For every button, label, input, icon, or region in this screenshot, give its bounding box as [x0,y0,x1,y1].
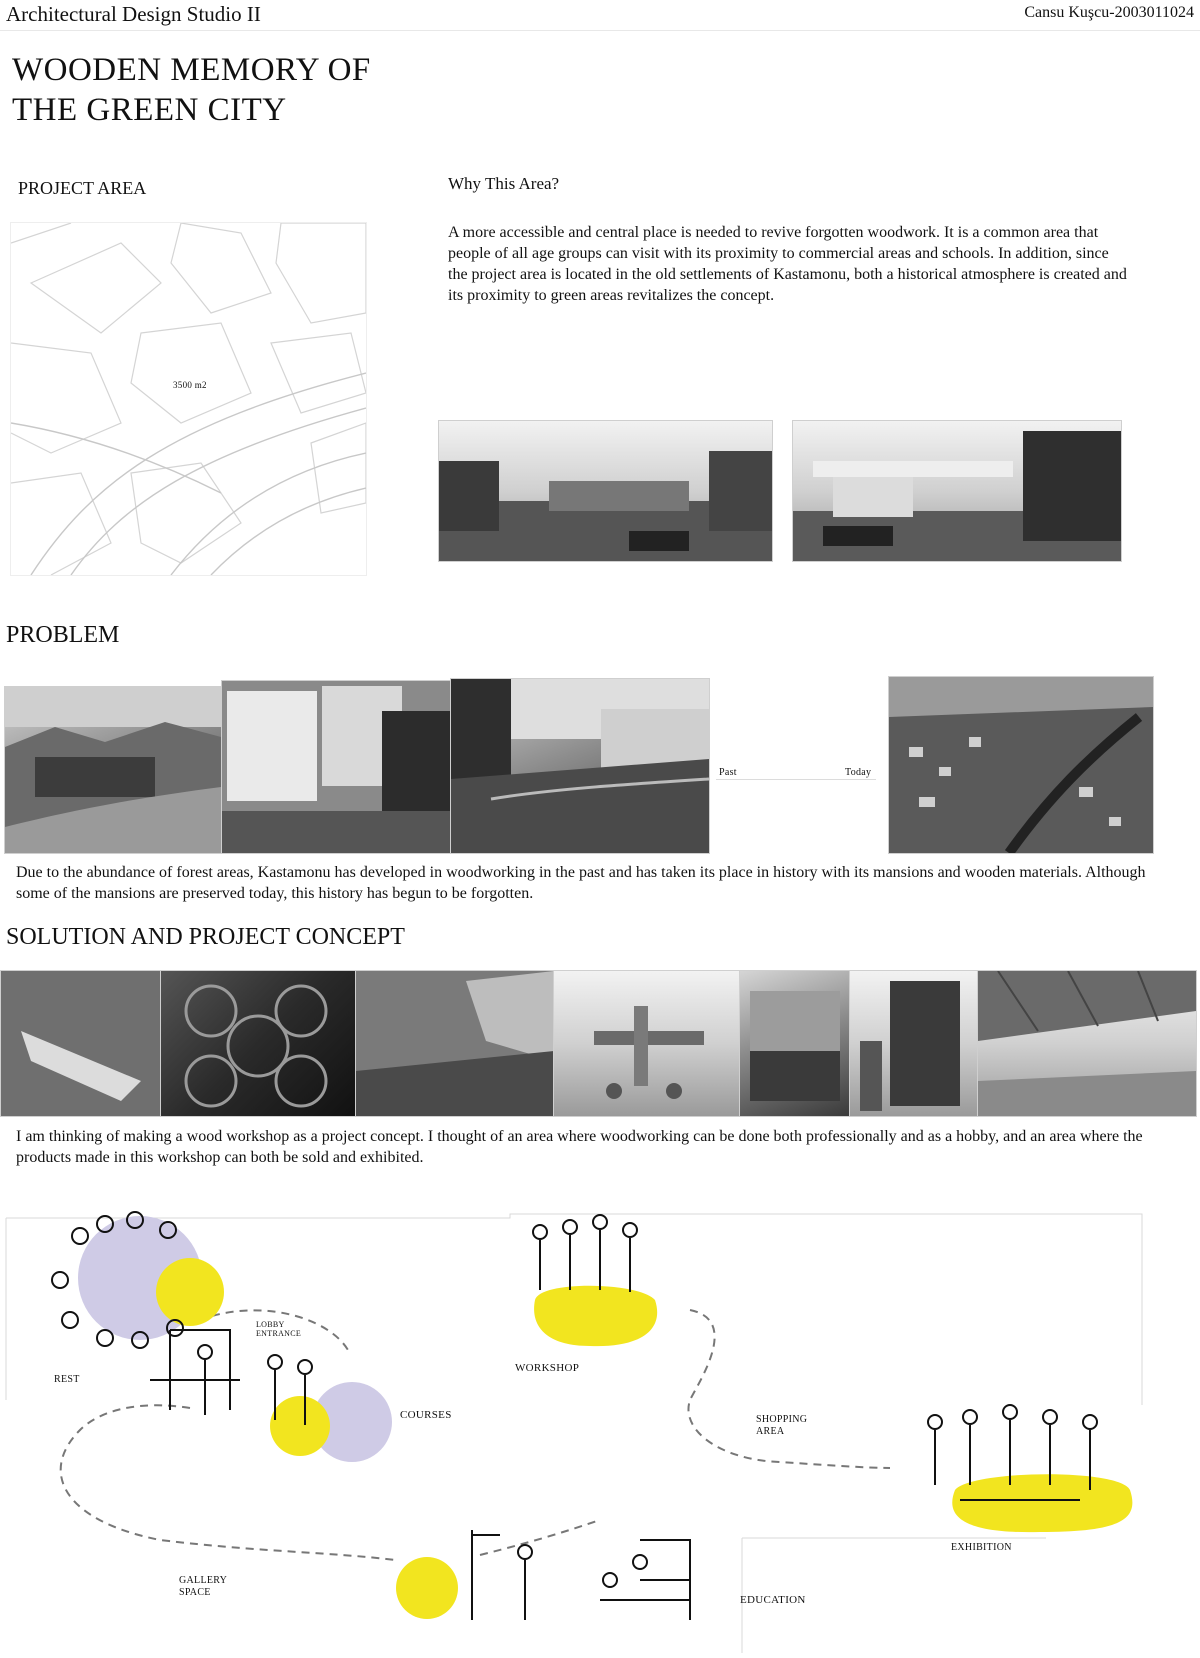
diagram-label-gallery-space [179,1575,227,1599]
project-area-heading: PROJECT AREA [18,178,147,198]
site-photo-1 [438,420,773,562]
concept-diagram [0,1200,1200,1653]
page-title [12,50,371,130]
why-body: A more accessible and central place is needed to revive forgotten woodwork. It is a common area that people of all age groups can visit with its proximity to commercial areas and schools. In addition, since the project area is located in the old settlements of Kastamonu, both a historical atmosphere is created and its proximity to green areas revitalizes the concept. [448,224,1127,304]
site-map [10,222,367,576]
diagram-label-lobby-entrance [256,1320,301,1338]
problem-photo-mansions [221,680,451,854]
site-map-drawing [11,223,366,575]
solution-photo-exhibit [739,970,851,1117]
solution-body: I am thinking of making a wood workshop as a project concept. I thought of an area where woodworking can be done both professionally and as a hobby, and an area where the products made in this workshop can both be sold and exhibited. [16,1128,1143,1166]
solution-heading: SOLUTION AND PROJECT CONCEPT [6,924,405,950]
solution-photo-wooden-plane [553,970,741,1117]
author-name: Cansu Kuşcu-2003011024 [1024,4,1194,21]
course-title: Architectural Design Studio II [6,2,261,26]
diagram-label-exhibition: EXHIBITION [951,1542,1012,1553]
timeline-line [716,779,876,780]
why-heading: Why This Area? [448,174,560,193]
timeline-past-label: Past [719,767,737,778]
diagram-label-courses: COURSES [400,1409,452,1421]
solution-photo-hands-carving [355,970,555,1117]
header-divider [0,30,1200,31]
problem-heading: PROBLEM [6,622,120,648]
diagram-label-workshop: WORKSHOP [515,1362,580,1374]
solution-photo-cabinet [849,970,979,1117]
diagram-label-entrance: ENTRANCE [256,1329,302,1338]
solution-photo-carving [160,970,357,1117]
diagram-label-space: SPACE [179,1587,211,1598]
site-photo-2 [792,420,1122,562]
diagram-label-lobby: LOBBY [256,1320,285,1329]
solution-photo-workshop-hall [977,970,1197,1117]
problem-body: Due to the abundance of forest areas, Kastamonu has developed in woodworking in the past and has taken its place in history with its mansions and wooden materials. Although some of the mansions are preserved today, this history has begun to be forgotten. [16,864,1146,902]
problem-photo-river [450,678,710,854]
diagram-label-area: AREA [756,1426,785,1437]
page-title-line1: WOODEN MEMORY OF [12,52,371,88]
problem-photo-today-aerial [888,676,1154,854]
problem-photo-old-town [4,686,222,854]
timeline-today-label: Today [845,767,872,778]
diagram-label-shopping-area [756,1414,807,1438]
diagram-label-shopping: SHOPPING [756,1414,808,1425]
page-title-line2: THE GREEN CITY [12,92,287,128]
solution-photo-boat [0,970,162,1117]
diagram-label-education: EDUCATION [740,1594,806,1606]
diagram-label-rest: REST [54,1374,80,1385]
diagram-label-gallery: GALLERY [179,1575,228,1586]
site-area-label: 3500 m2 [173,380,207,390]
